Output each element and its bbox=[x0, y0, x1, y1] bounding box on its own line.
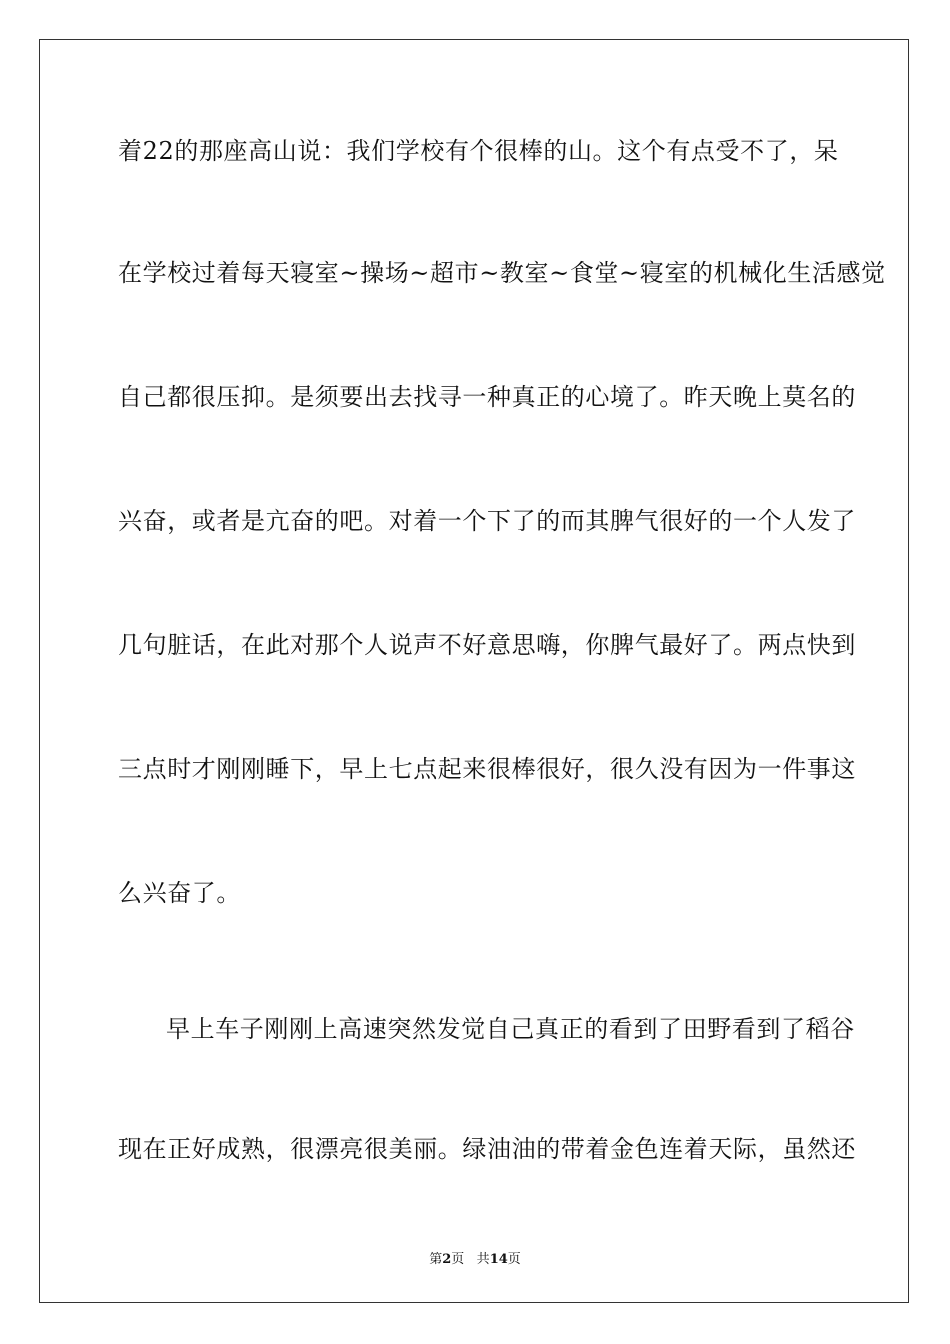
text-line: 着22的那座高山说：我们学校有个很棒的山。这个有点受不了，呆 bbox=[118, 137, 839, 165]
footer-total-prefix: 共 bbox=[476, 1252, 490, 1267]
footer-page-suffix: 页 bbox=[451, 1252, 465, 1267]
page-border bbox=[39, 39, 909, 1303]
text-line: 在学校过着每天寝室~操场~超市~教室~食堂~寝室的机械化生活感觉 bbox=[118, 259, 886, 287]
total-page-count: 14 bbox=[489, 1252, 508, 1267]
paragraph-first-line: 早上车子刚刚上高速突然发觉自己真正的看到了田野看到了稻谷 bbox=[166, 1015, 855, 1043]
current-page-number: 2 bbox=[442, 1252, 452, 1267]
text-line: 兴奋，或者是亢奋的吧。对着一个下了的而其脾气很好的一个人发了 bbox=[118, 507, 856, 535]
footer-total-suffix: 页 bbox=[507, 1252, 521, 1267]
text-line: 自己都很压抑。是须要出去找寻一种真正的心境了。昨天晚上莫名的 bbox=[118, 383, 856, 411]
text-line: 三点时才刚刚睡下，早上七点起来很棒很好，很久没有因为一件事这 bbox=[118, 755, 856, 783]
footer-prefix: 第 bbox=[429, 1252, 443, 1267]
text-line: 现在正好成熟，很漂亮很美丽。绿油油的带着金色连着天际，虽然还 bbox=[118, 1135, 856, 1163]
page-footer bbox=[0, 1248, 950, 1267]
text-line: 几句脏话，在此对那个人说声不好意思嗨，你脾气最好了。两点快到 bbox=[118, 631, 856, 659]
text-line: 么兴奋了。 bbox=[118, 879, 241, 907]
